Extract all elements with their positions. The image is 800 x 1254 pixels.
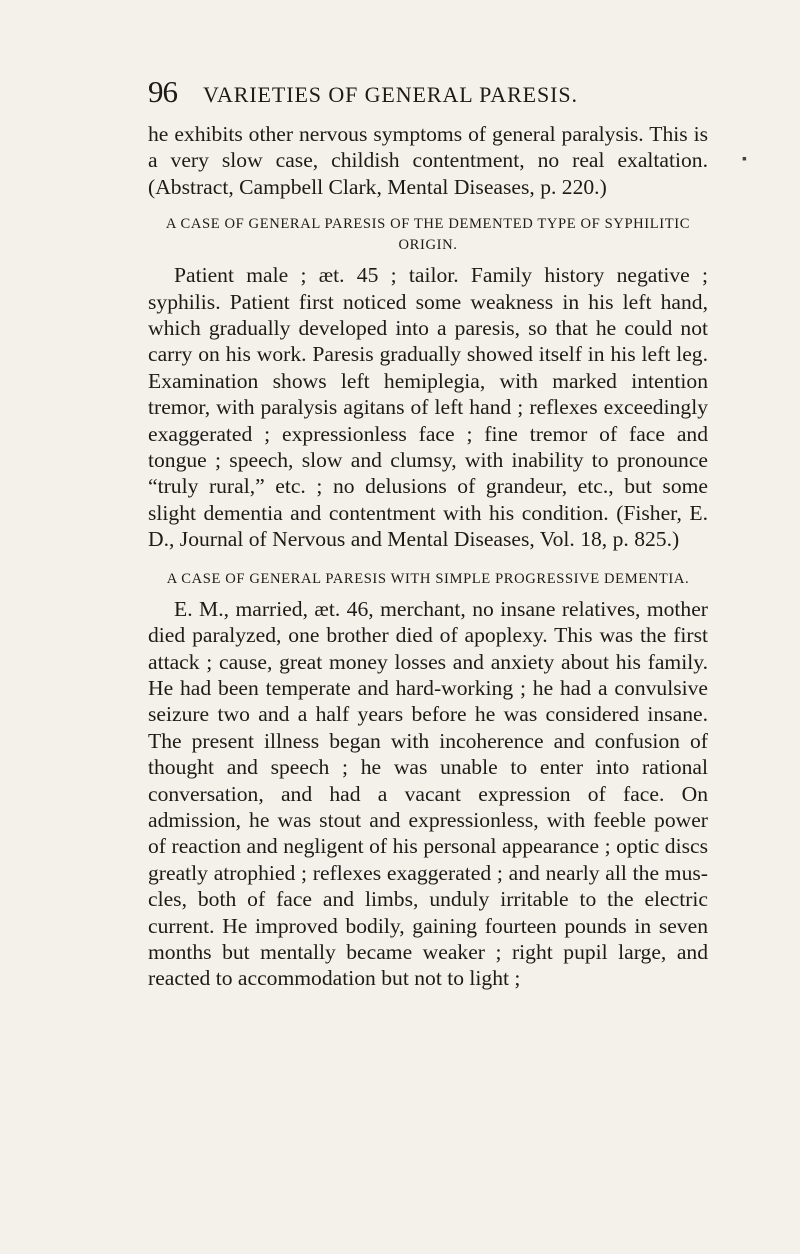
body-text: [148, 121, 708, 992]
page-header: [148, 74, 708, 110]
case-heading-progressive-dementia: A CASE OF GENERAL PARESIS WITH SIMPLE PROGRESSIVE DEMENTIA.: [166, 570, 690, 587]
case-heading-demented-type: A CASE OF GENERAL PARESIS OF THE DEMENTED TYPE OF SYPHILITIC ORIGIN.: [165, 216, 691, 254]
margin-mark: ▪: [742, 152, 747, 167]
page-number: 96: [148, 74, 177, 109]
paragraph-case-progressive-dementia: E. M., married, æt. 46, merchant, no insane relatives, mother died paralyzed, one brother died of apoplexy. This was the first attack ; cause, great money losses and anxiety about his family. He had been temperate and hard-working ; he had a convulsive seizure two and a half years before he was considered insane. The present illness began with incoherence and confusion of thought and speech ; he was unable to enter into rational conversation, and had a vacant expression of face. On admission, he was stout and expressionless, with feeble power of reaction and negligent of his personal appearance ; optic discs greatly atrophied ; reflexes exaggerated ; and nearly all the muscles, both of face and limbs, unduly irritable to the electric current. He improved bodily, gaining fourteen pounds in seven months but mentally became weaker ; right pupil large, and reacted to accommodation but not to light ;: [148, 596, 708, 991]
running-head: VARIETIES OF GENERAL PARESIS.: [203, 82, 578, 107]
paragraph-case-demented-type: Patient male ; æt. 45 ; tailor. Family history negative ; syphilis. Patient first noticed some weakness in his left hand, which gradually developed into a paresis, so that he could not carry on his work. Paresis gradually showed itself in his left leg. Examination shows left hemiplegia, with marked intention tremor, with paralysis agitans of left hand ; reflexes exceedingly exaggerated ; expressionless face ; fine tremor of face and tongue ; speech, slow and clumsy, with inability to pronounce “truly rural,” etc. ; no delusions of grandeur, etc., but some slight dementia and contentment with his condition. (Fisher, E. D., Journal of Nervous and Mental Diseases, Vol. 18, p. 825.): [148, 263, 708, 552]
paragraph-continuation: he exhibits other nervous symptoms of general paralysis. This is a very slow case, childish contentment, no real exaltation. (Abstract, Campbell Clark, Mental Diseases, p. 220.): [148, 122, 708, 199]
